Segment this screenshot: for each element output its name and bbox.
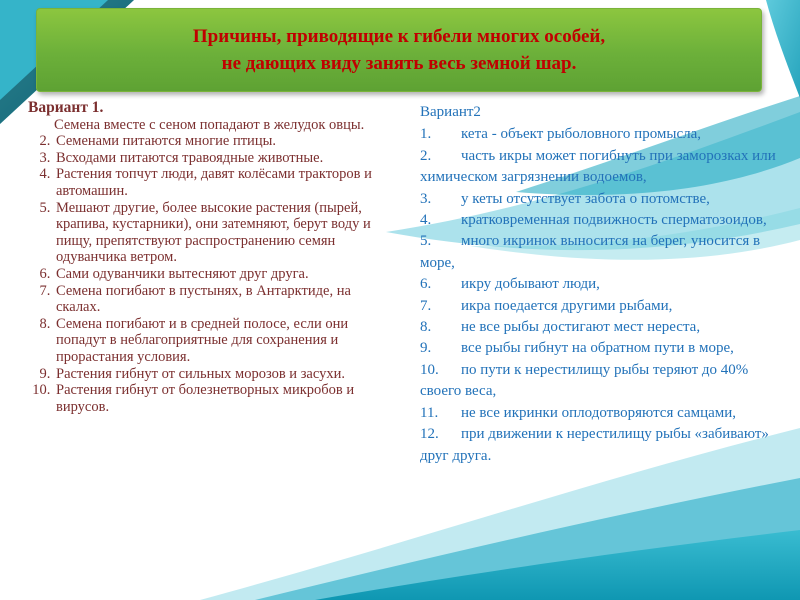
slide-title-line-1: Причины, приводящие к гибели многих особей, xyxy=(192,26,606,47)
variant-1-item-1: Семена вместе с сеном попадают в желудок овцы. xyxy=(54,116,365,133)
variant-1-item-3: 3. Всходами питаются травоядные животные. xyxy=(54,150,376,167)
variant-2-item-5: 5. много икринок выносится на берег, уносится в море, xyxy=(420,233,761,271)
variant-1-item-7: 7. Семена погибают в пустынях, в Антарктиде, на скалах. xyxy=(54,283,376,316)
variant-2-item-6: 6. икру добывают люди, xyxy=(420,276,600,293)
variant-1-item-4: 4. Растения топчут люди, давят колёсами тракторов и автомашин. xyxy=(54,166,376,199)
variant-1-list xyxy=(28,133,376,415)
variant-1-item-9: 9. Растения гибнут от сильных морозов и засухи. xyxy=(54,366,376,383)
variant-2-item-2: 2. часть икры может погибнуть при заморозках или химическом загрязнении водоемов, xyxy=(420,147,776,186)
variant-2-item-3: 3. у кеты отсутствует забота о потомстве, xyxy=(420,190,710,207)
corner-accent-top-right xyxy=(766,0,800,98)
variant-2-item-4: 4. кратковременная подвижность сперматозоидов, xyxy=(420,212,767,229)
variant-2-item-7: 7. икра поедается другими рыбами, xyxy=(420,297,673,314)
slide-title-line-2: не дающих виду занять весь земной шар. xyxy=(221,53,577,74)
variant-1-item-10: 10. Растения гибнут от болезнетворных микробов и вирусов. xyxy=(54,382,376,415)
variant-2-item-8: 8. не все рыбы достигают мест нереста, xyxy=(420,319,701,336)
variant-2-item-1: 1. кета - объект рыболовного промысла, xyxy=(420,126,702,143)
variant-1-item-2: 2. Семенами питаются многие птицы. xyxy=(54,133,376,150)
variant-2-item-10: 10. по пути к нерестилищу рыбы теряют до 40% своего веса, xyxy=(420,361,749,400)
variant-2-item-12: 12. при движении к нерестилищу рыбы «забивают» друг друга. xyxy=(420,426,769,464)
variant-1-column xyxy=(28,100,376,415)
variant-1-heading: Вариант 1. xyxy=(28,99,104,116)
variant-1-item-6: 6. Сами одуванчики вытесняют друг друга. xyxy=(54,266,376,283)
variant-1-item-5: 5. Мешают другие, более высокие растения (пырей, крапива, кустарники), они затемняют, берут воду и пищу, препятствуют распространению семян одуванчика ветром. xyxy=(54,200,376,266)
variant-2-column xyxy=(420,102,792,467)
variant-2-item-9: 9. все рыбы гибнут на обратном пути в море, xyxy=(420,340,734,357)
variant-2-heading: Вариант2 xyxy=(420,104,481,120)
variant-2-item-11: 11. не все икринки оплодотворяются самцами, xyxy=(420,404,737,421)
slide-title-banner xyxy=(36,8,762,92)
variant-1-item-8: 8. Семена погибают и в средней полосе, если они попадут в неблагоприятные для сохранения и прорастания условия. xyxy=(54,316,376,366)
